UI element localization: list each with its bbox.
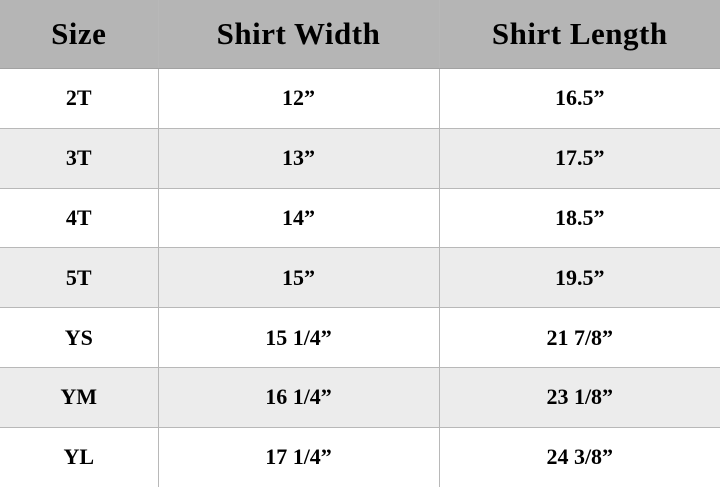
column-header-size: Size (0, 0, 158, 69)
cell-shirt-width: 14” (158, 188, 439, 248)
cell-shirt-width: 17 1/4” (158, 427, 439, 486)
table-header (0, 0, 720, 69)
cell-size: 2T (0, 69, 158, 129)
table-row (0, 367, 720, 427)
column-header-shirt-width: Shirt Width (158, 0, 439, 69)
cell-shirt-width: 12” (158, 69, 439, 129)
table-row (0, 128, 720, 188)
cell-shirt-length: 19.5” (439, 248, 720, 308)
table-row (0, 308, 720, 368)
cell-shirt-length: 17.5” (439, 128, 720, 188)
column-header-shirt-length: Shirt Length (439, 0, 720, 69)
cell-size: 3T (0, 128, 158, 188)
cell-shirt-length: 16.5” (439, 69, 720, 129)
cell-size: 5T (0, 248, 158, 308)
table-header-row (0, 0, 720, 69)
cell-shirt-width: 15” (158, 248, 439, 308)
table-row (0, 69, 720, 129)
cell-shirt-width: 16 1/4” (158, 367, 439, 427)
cell-shirt-width: 15 1/4” (158, 308, 439, 368)
table-body (0, 69, 720, 487)
cell-size: YL (0, 427, 158, 486)
cell-shirt-length: 23 1/8” (439, 367, 720, 427)
cell-shirt-length: 18.5” (439, 188, 720, 248)
table-row (0, 248, 720, 308)
cell-shirt-length: 24 3/8” (439, 427, 720, 486)
cell-shirt-length: 21 7/8” (439, 308, 720, 368)
table-row (0, 188, 720, 248)
cell-size: 4T (0, 188, 158, 248)
table-row (0, 427, 720, 486)
cell-size: YM (0, 367, 158, 427)
cell-size: YS (0, 308, 158, 368)
cell-shirt-width: 13” (158, 128, 439, 188)
